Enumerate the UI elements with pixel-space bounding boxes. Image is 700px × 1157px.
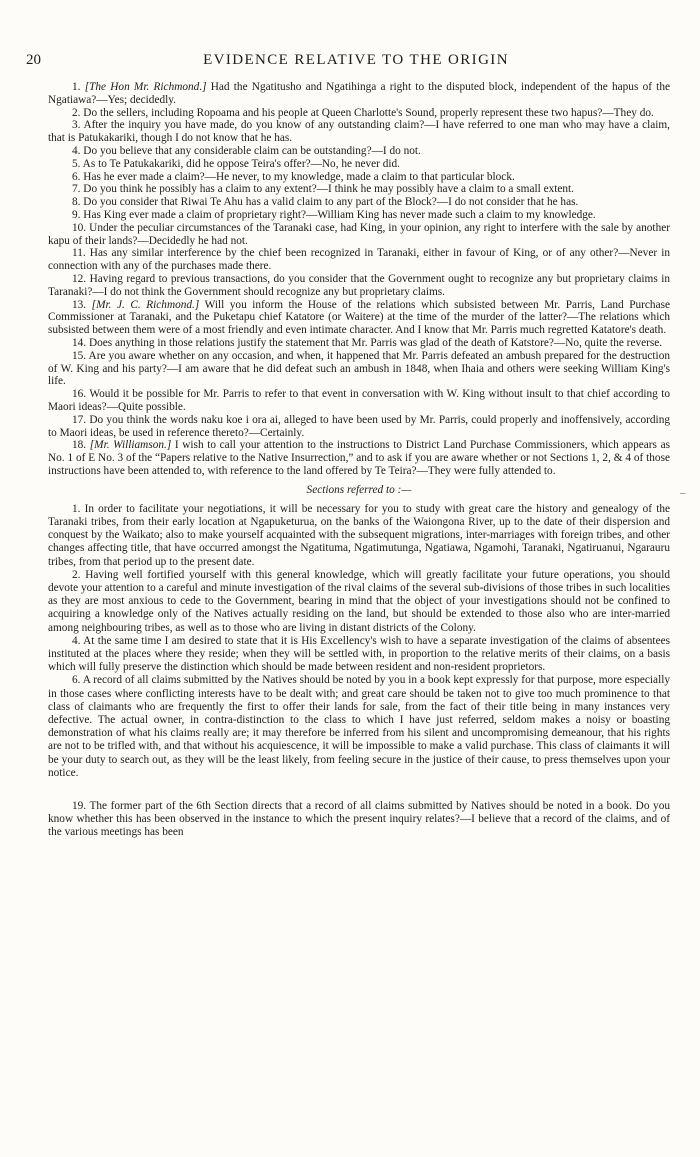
page-header	[26, 52, 686, 72]
paragraph-text: After the inquiry you have made, do you know of any outstanding claim?—I have referred to one man who may have a claim, that is Patukakariki, though I do not know that he has.	[48, 119, 670, 145]
paragraph-text: Has he ever made a claim?—He never, to my knowledge, made a claim to that particular block.	[80, 170, 515, 183]
question-paragraph	[48, 81, 670, 107]
paragraph-text: Are you aware whether on any occasion, and when, it happened that Mr. Parris defeated an ambush prepared for the destruction of W. King and his party?—I am aware that he did defeat such an ambush in 1848, when Ihaia and others were seeking William King's life.	[48, 349, 670, 388]
sections-list	[48, 503, 670, 780]
section-paragraph	[48, 635, 670, 675]
margin-mark: –	[680, 487, 686, 499]
section-paragraph	[48, 503, 670, 569]
question-paragraph	[48, 196, 670, 209]
paragraph-number: 4.	[72, 634, 81, 647]
paragraph-number: 4.	[72, 144, 81, 157]
question-number: 19.	[72, 799, 87, 812]
paragraph-gap	[48, 780, 670, 800]
speaker-label: [Mr. J. C. Richmond.]	[91, 298, 200, 311]
paragraph-text: I wish to call your attention to the instructions to District Land Purchase Commissioners, which appears as No. 1 of E No. 3 of the “Papers relative to the Native Insurrection,” and to ask if you are aware whether or not Sections 1, 2, & 4 of those instructions have been attended to, with reference to the land offered by Te Teira?—They were fully attended to.	[48, 439, 670, 477]
page-number: 20	[26, 52, 41, 68]
paragraph-number: 13.	[72, 298, 87, 311]
section-paragraph	[48, 569, 670, 635]
paragraph-text: Has any similar interference by the chief been recognized in Taranaki, either in favour of King, or of any other?—Never in connection with any of the purchases made there.	[48, 247, 670, 273]
question-paragraph	[48, 247, 670, 273]
paragraph-number: 2.	[72, 568, 81, 581]
paragraph-text: Would it be possible for Mr. Parris to refer to that event in conversation with W. King without insult to that chief according to Maori ideas?—Quite possible.	[48, 388, 670, 413]
questions-list	[48, 81, 670, 478]
question-paragraph	[48, 439, 670, 477]
paragraph-number: 7.	[72, 183, 81, 196]
paragraph-text: In order to facilitate your negotiations, it will be necessary for you to study with great care the history and genealogy of the Taranaki tribes, from their early location at Ngapuketurua, on the banks of the Waiongona River, up to the date of their dispersion and conquest by the Waikato; also to make yourself acquainted with the subsequent migrations, inter-marriages with foreign tribes, and other changes affecting title, that have occurred amongst the Ngatituma, Ngatimutunga, Ngatiawa, Ngamohi, Taranaki, Ngatiruanui, Ngarauru tribes, from that period up to the present date.	[48, 502, 670, 568]
paragraph-text: Do you believe that any considerable claim can be outstanding?—I do not.	[80, 144, 421, 157]
question-paragraph	[48, 299, 670, 337]
question-paragraph	[48, 273, 670, 299]
question-paragraph	[48, 158, 670, 171]
paragraph-text: Do you think the words naku koe i ora ai, alleged to have been used by Mr. Parris, could properly and inoffensively, according to Maori ideas, be used in reference thereto?—Certainly.	[48, 413, 670, 439]
question-paragraph	[48, 388, 670, 414]
paragraph-number: 15.	[72, 349, 87, 362]
question-paragraph	[48, 337, 670, 350]
paragraph-number: 3.	[72, 119, 81, 132]
question-paragraph	[48, 183, 670, 196]
speaker-label: [The Hon Mr. Richmond.]	[84, 81, 207, 93]
question-paragraph	[48, 222, 670, 248]
paragraph-text: Having regard to previous transactions, do you consider that the Government ought to recognize any but proprietary claims in Taranaki?—I do not think the Government should recognize any but proprietary claims.	[48, 272, 670, 298]
paragraph-text: Do you think he possibly has a claim to any extent?—I think he may possibly have a claim to a small extent.	[80, 183, 574, 196]
question-paragraph	[48, 350, 670, 388]
paragraph-number: 10.	[72, 221, 87, 234]
question-paragraph	[48, 107, 670, 120]
question-text: The former part of the 6th Section directs that a record of all claims submitted by Natives should be noted in a book. Do you know whether this has been observed in the instance to which the present inquiry relates?—I believe that a record of the claims, and of the various meetings has been	[48, 799, 670, 838]
paragraph-number: 2.	[72, 106, 81, 119]
paragraph-number: 6.	[72, 170, 81, 183]
paragraph-number: 18.	[72, 439, 87, 452]
paragraph-text: Will you inform the House of the relations which subsisted between Mr. Parris, Land Purchase Commissioner at Taranaki, and the Puketapu chief Katatore (or Waitere) at the time of the murder of the latter?—The relations which subsisted between them were of a most friendly and even intimate character. And I know that Mr. Parris much regretted Katatore's death.	[48, 298, 671, 337]
paragraph-text: Had the Ngatitusho and Ngatihinga a right to the disputed block, independent of the hapus of the Ngatiawa?—Yes; decidedly.	[48, 81, 670, 106]
paragraph-text: Under the peculiar circumstances of the Taranaki case, had King, in your opinion, any right to interfere with the sale by another kapu of their lands?—Decidedly he had not.	[48, 221, 670, 247]
section-paragraph	[48, 674, 670, 780]
paragraph-text: A record of all claims submitted by the Natives should be noted by you in a book kept expressly for that purpose, more especially in those cases where conflicting interests have to be dealt with; and great care should be taken not to give too much prominence to that class of claimants who are frequently the first to offer their lands for sale, from the fact of their title being in many instances very defective. The actual owner, in contra-distinction to the class to which I have just referred, seldom makes a noisy or boasting demonstration of what his claims really are; it may therefore be inferred from his silent and uncompromising demeanour, that his rights are not to be trifled with, and that without his acquiescence, it will be impossible to make a valid purchase. This class of claimants it will be your duty to search out, as they will be the least likely, from feeling secure in the justice of their cause, to press themselves upon your notice.	[48, 674, 670, 779]
document-body	[48, 81, 670, 838]
paragraph-number: 8.	[72, 196, 81, 209]
paragraph-text: At the same time I am desired to state that it is His Excellency's wish to have a separate investigation of the claims of absentees instituted at the places where they reside; when they will be settled with, in proportion to the relative merits of their claims, on a basis which will fully preserve the distinction which should be made between resident and non-resident proprietors.	[48, 634, 670, 674]
question-paragraph	[48, 119, 670, 145]
paragraph-number: 9.	[72, 208, 81, 221]
paragraph-number: 12.	[72, 272, 87, 285]
speaker-label: [Mr. Williamson.]	[89, 439, 172, 452]
paragraph-text: Having well fortified yourself with this general knowledge, which will greatly facilitate your future operations, you should devote your attention to a careful and minute investigation of the rival claims of the several sub-divisions of those tribes in such localities as they are most anxious to cede to the Government, bearing in mind that the object of your investigations should not be confined to acquiring a knowledge only of the Natives actually residing on the land, but should be extended to those also who are inter-married among neighbouring tribes, as well as to those who are living in distant districts of the Colony.	[48, 568, 670, 634]
paragraph-number: 16.	[72, 388, 87, 401]
paragraph-number: 1.	[72, 81, 81, 93]
running-head: EVIDENCE RELATIVE TO THE ORIGIN	[203, 52, 509, 68]
paragraph-number: 11.	[72, 247, 86, 260]
paragraph-text: Do you consider that Riwai Te Ahu has a valid claim to any part of the Block?—I do not consider that he has.	[80, 196, 579, 209]
question-paragraph	[48, 171, 670, 184]
paragraph-number: 17.	[72, 413, 87, 426]
question-paragraph	[48, 209, 670, 222]
question-paragraph	[48, 800, 670, 838]
paragraph-number: 6.	[72, 674, 81, 687]
paragraph-text: Does anything in those relations justify the statement that Mr. Parris was glad of the death of Katstore?—No, quite the reverse.	[86, 336, 663, 349]
paragraph-number: 5.	[72, 157, 81, 170]
paragraph-number: 14.	[72, 336, 87, 349]
question-paragraph	[48, 145, 670, 158]
paragraph-text: Do the sellers, including Ropoama and his people at Queen Charlotte's Sound, properly represent these two hapus?—They do.	[80, 106, 654, 119]
paragraph-text: Has King ever made a claim of proprietary right?—William King has never made such a claim to my knowledge.	[80, 208, 596, 221]
paragraph-number: 1.	[72, 502, 81, 515]
paragraph-text: As to Te Patukakariki, did he oppose Teira's offer?—No, he never did.	[80, 157, 401, 170]
sections-heading: Sections referred to :—	[306, 483, 412, 496]
question-paragraph	[48, 414, 670, 440]
